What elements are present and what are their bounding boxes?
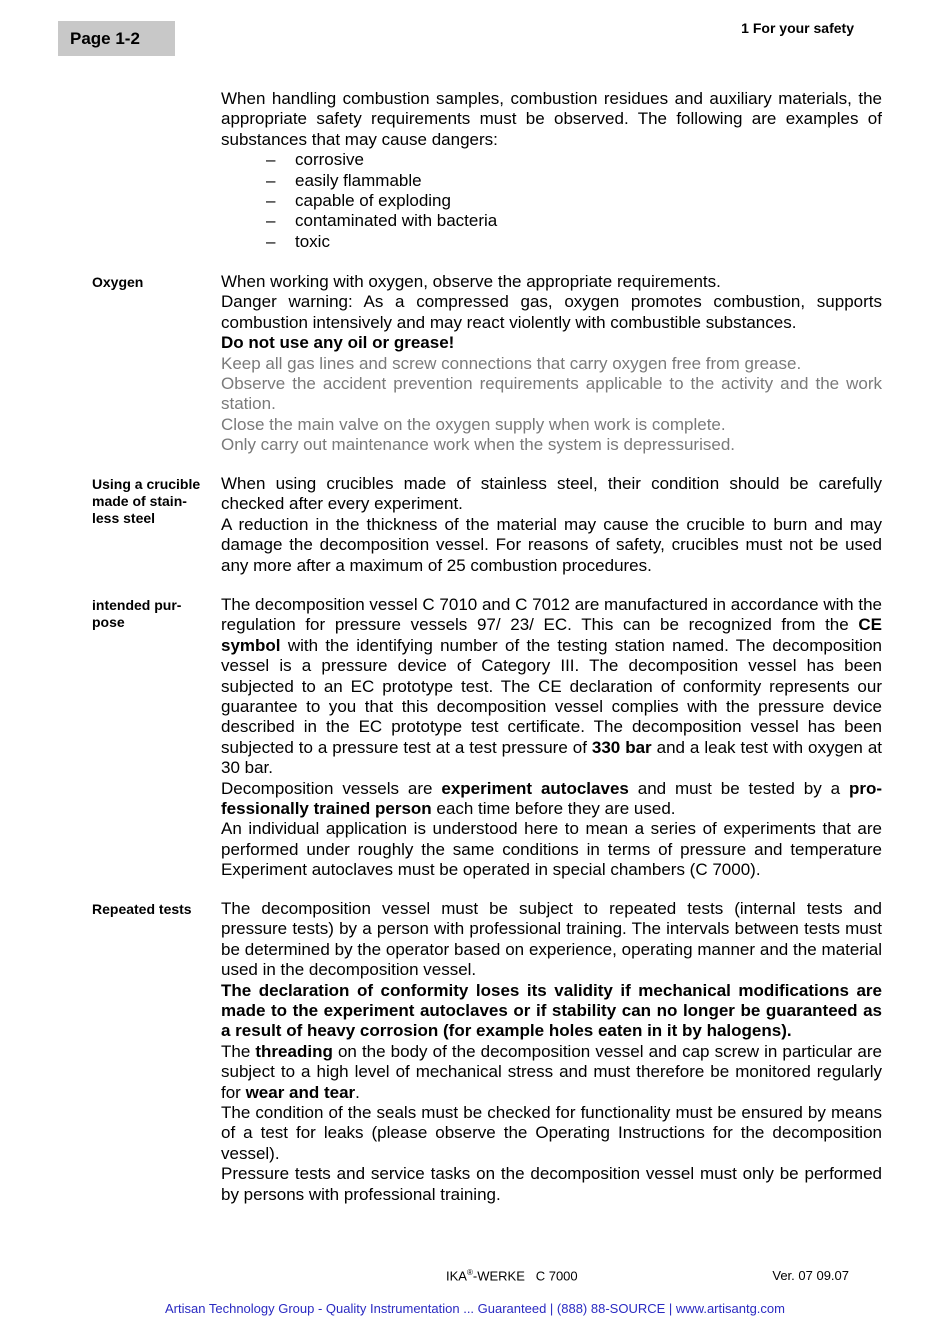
dash-bullet: – [266, 170, 276, 190]
crucible-paragraph-2: A reduction in the thickness of the material may cause the crucible to burn and may damage the decomposition vessel. For reasons of safety, crucibles must not be used any more after a maximum of 25 combustion procedures. [221, 514, 882, 575]
crucible-section [92, 474, 883, 576]
repeated-paragraph-2: The declaration of conformity loses its validity if mechanical modifications are made to the experiment autoclaves or if stability can no longer be guaranteed as a result of heavy corrosion (for example holes eaten in it by halogens). [221, 980, 882, 1041]
page-number-label: Page 1-2 [58, 21, 175, 56]
oxygen-warning: Do not use any oil or grease! [221, 333, 455, 353]
oxygen-paragraph-2: Danger warning: As a compressed gas, oxygen promotes combustion, supports combustion intensively and may react violently with combustible substances. [221, 292, 882, 332]
list-item: – contaminated with bacteria [266, 211, 498, 231]
oxygen-section [92, 272, 883, 456]
artisan-footer-link[interactable]: Artisan Technology Group - Quality Instrumentation ... Guaranteed | (888) 88-SOURCE | www.artisantg.com [165, 1301, 785, 1316]
dash-bullet: – [266, 211, 276, 231]
repeated-tests-section [92, 899, 883, 1205]
dash-bullet: – [266, 191, 276, 211]
intro-section [92, 89, 883, 252]
chapter-title: 1 For your safety [741, 20, 854, 36]
repeated-tests-side-label: Repeated tests [92, 901, 192, 917]
list-item: – easily flammable [266, 170, 422, 190]
oxygen-paragraph-1: When working with oxygen, observe the appropriate requirements. [221, 272, 721, 291]
oxygen-side-label: Oxygen [92, 274, 144, 290]
oxygen-paragraph-7: Only carry out maintenance work when the system is depressurised. [221, 435, 736, 455]
list-item: – toxic [266, 231, 330, 251]
dash-bullet: – [266, 231, 276, 251]
repeated-paragraph-4: The condition of the seals must be checked for functionality must be ensured by means of a test for leaks (please observe the Operating Instructions for the decomposition vessel). [221, 1103, 882, 1163]
oxygen-paragraph-6: Close the main valve on the oxygen supply when work is complete. [221, 414, 726, 434]
list-item: – corrosive [266, 150, 364, 170]
intended-purpose-side-label: intended pur- pose [92, 597, 182, 630]
intro-paragraph: When handling combustion samples, combustion residues and auxiliary materials, the appropriate safety requirements must be observed. The following are examples of substances that may cause dangers: [221, 89, 882, 149]
intended-paragraph-1: The decomposition vessel C 7010 and C 7012 are manufactured in accordance with the regulation for pressure vessels 97/ 23/ EC. This can be recognized from the CE symbol with the identifying number of the testing station named. The decomposition vessel is a pressure device of Category III. The decomposition vessel has been subjected to an EC prototype test. The CE declaration of conformity represents our guarantee to you that this decomposition vessel complies with the pressure device described in the EC prototype test certificate. The decomposition vessel has been subjected to a pressure test at a test pressure of 330 bar and a leak test with oxygen at 30 bar. [221, 595, 882, 778]
intended-purpose-section [92, 595, 883, 881]
dash-bullet: – [266, 150, 276, 170]
footer-model: IKA®-WERKE C 7000 [446, 1268, 578, 1284]
crucible-paragraph-1: When using crucibles made of stainless steel, their condition should be carefully checked after every experiment. [221, 474, 882, 514]
danger-list [221, 150, 882, 252]
footer-version: Ver. 07 09.07 [772, 1268, 849, 1283]
repeated-paragraph-1: The decomposition vessel must be subject to repeated tests (internal tests and pressure tests) by a person with professional training. The intervals between tests must be determined by the operator based on experience, operating manner and the material used in the decomposition vessel. [221, 899, 882, 980]
repeated-paragraph-3: The threading on the body of the decomposition vessel and cap screw in particular are subject to a high level of mechanical stress and must therefore be monitored regularly for wear and tear. [221, 1041, 882, 1102]
intended-paragraph-2: Decomposition vessels are experiment autoclaves and must be tested by a professionally trained person each time before they are used. [221, 778, 882, 819]
crucible-side-label: Using a crucible made of stain- less steel [92, 476, 201, 526]
oxygen-paragraph-5: Observe the accident prevention requirements applicable to the activity and the work station. [221, 374, 882, 414]
oxygen-paragraph-4: Keep all gas lines and screw connections that carry oxygen free from grease. [221, 353, 802, 373]
list-item: – capable of exploding [266, 191, 451, 211]
intended-paragraph-3: An individual application is understood here to mean a series of experiments that are performed under roughly the same conditions in terms of pressure and temperature Experiment autoclaves must be operated in special chambers (C 7000). [221, 819, 882, 880]
repeated-paragraph-5: Pressure tests and service tasks on the decomposition vessel must only be performed by persons with professional training. [221, 1164, 882, 1204]
